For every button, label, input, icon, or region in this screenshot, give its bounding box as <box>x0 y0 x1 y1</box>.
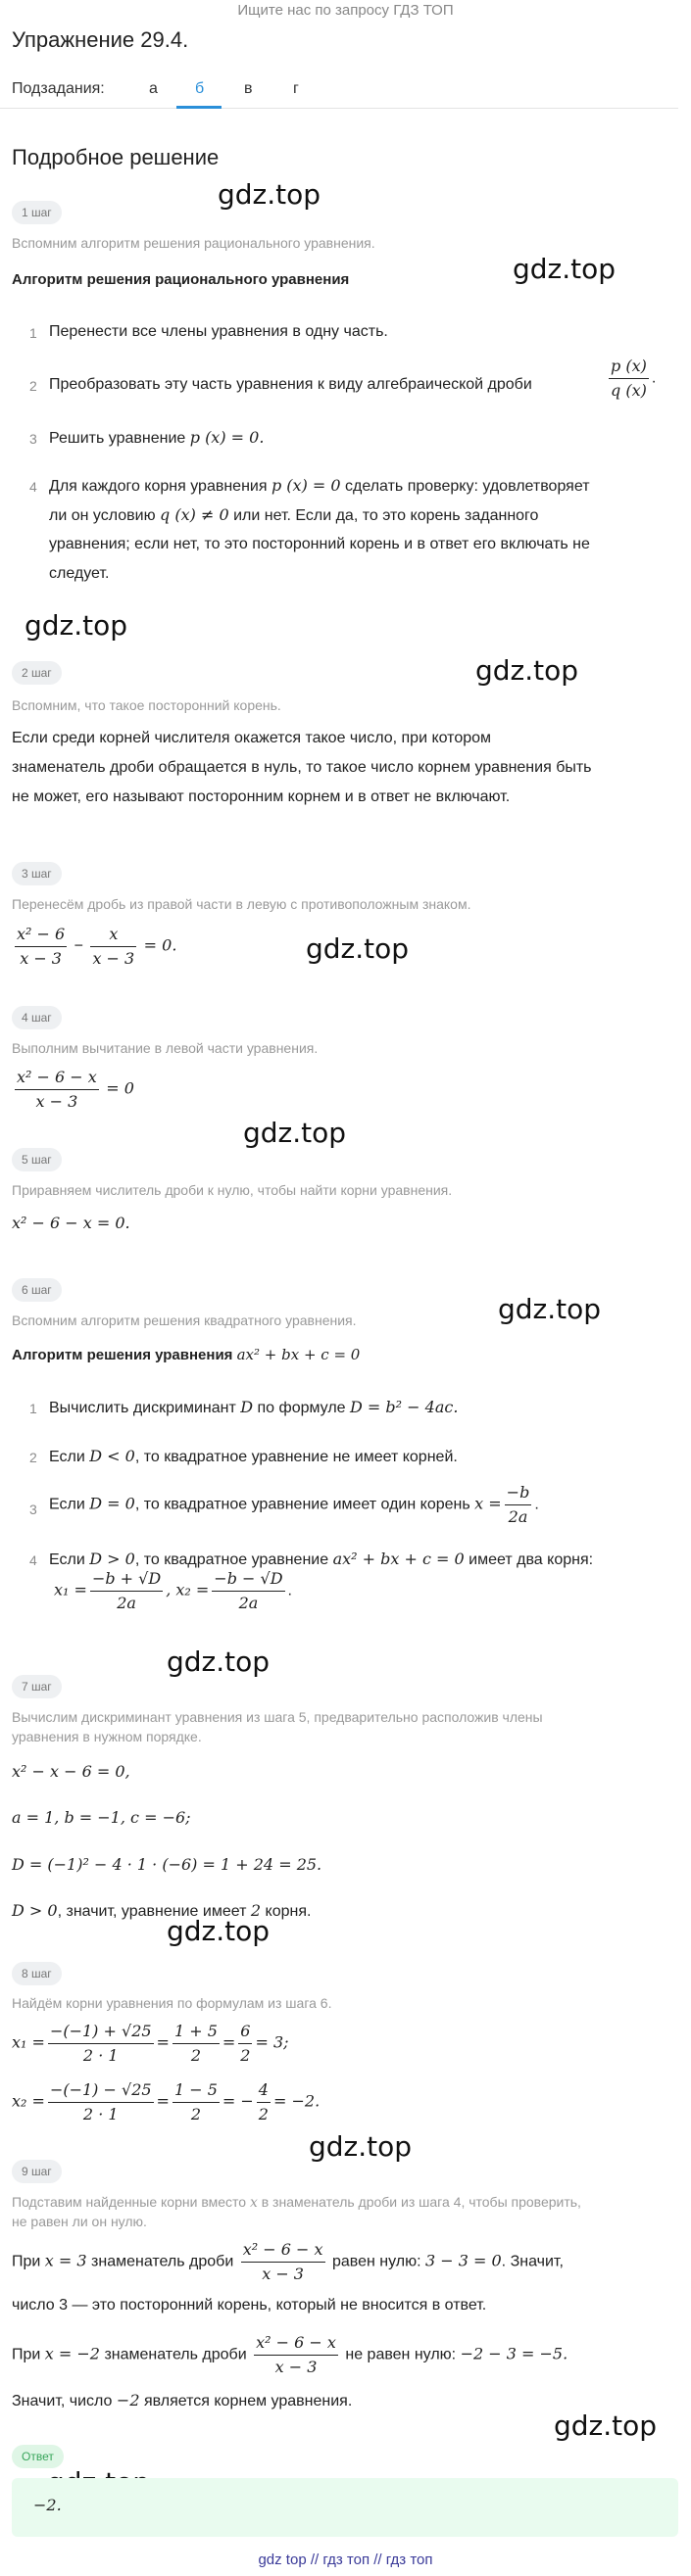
paragraph-line: знаменатель дроби обращается в нуль, то такое число корнем уравнения быть <box>12 759 592 776</box>
list-number: 3 <box>29 1502 37 1517</box>
formula: x₁ = $\frac{-b + √D}{2a}$ , x₂ = $\frac{-b - √D}{2a}$ . <box>54 1569 292 1612</box>
search-banner: Ищите нас по запросу ГДЗ ТОП <box>237 2 454 19</box>
watermark: gdz.top <box>498 1293 602 1325</box>
list-number: 3 <box>29 431 37 447</box>
answer-box <box>12 2478 678 2537</box>
step-badge: 3 шаг <box>12 862 62 885</box>
list-item: Перенести все члены уравнения в одну часть. <box>49 323 388 340</box>
step-badge: 2 шаг <box>12 661 62 685</box>
watermark: gdz.top <box>309 2130 413 2163</box>
equation: $\frac{\text{x² − 6 − x}}{x - 3}$ = 0 <box>17 1068 134 1111</box>
solution-heading: Подробное решение <box>12 145 220 169</box>
step-note: Перенесём дробь из правой части в левую с противоположным знаком. <box>12 896 471 912</box>
equation: x² − x − 6 = 0, <box>12 1762 130 1781</box>
list-item: Решить уравнение p (x) = 0. <box>49 428 265 447</box>
formula: x₁ = $\frac{-(-1) + √25}{2 \cdot 1}$ = $\frac{1 + 5}{2}$ = $\frac{6}{2}$ = 3; <box>12 2022 289 2065</box>
watermark: gdz.top <box>513 253 617 285</box>
answer-badge: Ответ <box>12 2445 64 2468</box>
step-badge: 6 шаг <box>12 1278 62 1302</box>
equation: a = 1, b = −1, c = −6; <box>12 1808 191 1827</box>
list-item: следует. <box>49 565 110 582</box>
watermark: gdz.top <box>167 1915 271 1947</box>
step-badge: 7 шаг <box>12 1675 62 1698</box>
check-line: число 3 — это посторонний корень, который не вносится в ответ. <box>12 2297 487 2314</box>
step-note: Вспомним, что такое посторонний корень. <box>12 697 281 713</box>
answer-value: −2. <box>33 2496 62 2514</box>
tab-g[interactable]: г <box>293 80 299 97</box>
list-item: ли он условию q (x) ≠ 0 или нет. Если да, то это корень заданного <box>49 505 539 524</box>
list-number: 1 <box>29 1401 37 1416</box>
list-item: Если D = 0, то квадратное уравнение имеет один корень x = $\frac{-b}{2a}$ . <box>49 1483 539 1526</box>
check-line: При x = −2 знаменатель дроби $\frac{\text{x² − 6 − x}}{x - 3}$ не равен нулю: −2 − 3 = −5. <box>12 2333 568 2376</box>
watermark: gdz.top <box>475 654 579 687</box>
footer-links[interactable]: gdz top // гдз топ // гдз топ <box>258 2552 433 2568</box>
algorithm-heading: Алгоритм решения рационального уравнения <box>12 271 350 288</box>
list-number: 2 <box>29 378 37 394</box>
active-tab-indicator <box>176 106 222 109</box>
equation: $\frac{\text{x² − 6}}{x - 3}$ − $\frac{x}{x - 3}$ = 0. <box>17 925 177 968</box>
tab-v[interactable]: в <box>244 80 253 97</box>
check-line: При x = 3 знаменатель дроби $\frac{\text{x² − 6 − x}}{x - 3}$ равен нулю: 3 − 3 = 0. Значит, <box>12 2240 564 2283</box>
step-note: не равен ли он нулю. <box>12 2214 147 2229</box>
conclusion: D > 0, значит, уравнение имеет 2 корня. <box>12 1901 312 1920</box>
step-badge: 9 шаг <box>12 2160 62 2183</box>
list-number: 4 <box>29 479 37 495</box>
equation: D = (−1)² − 4 · 1 · (−6) = 1 + 24 = 25. <box>12 1855 322 1874</box>
list-item: Вычислить дискриминант D по формуле D = b² − 4ac. <box>49 1398 459 1416</box>
list-number: 4 <box>29 1552 37 1568</box>
step-badge: 4 шаг <box>12 1006 62 1029</box>
paragraph-line: Если среди корней числителя окажется такое число, при котором <box>12 730 492 746</box>
list-item: уравнения; если нет, то это посторонний корень и в ответ его включать не <box>49 536 590 552</box>
watermark: gdz.top <box>554 2409 658 2442</box>
paragraph-line: не может, его называют посторонним корнем и в ответ не включают. <box>12 788 511 805</box>
step-note: уравнения в нужном порядке. <box>12 1729 202 1744</box>
tab-a[interactable]: а <box>149 80 158 97</box>
step-note: Вспомним алгоритм решения рационального уравнения. <box>12 235 375 251</box>
watermark: gdz.top <box>306 932 410 965</box>
subtasks-label: Подзадания: <box>12 80 105 97</box>
watermark: gdz.top <box>243 1117 347 1149</box>
step-note: Выполним вычитание в левой части уравнения. <box>12 1040 319 1056</box>
tabs-divider <box>0 108 678 109</box>
watermark: gdz.top <box>25 609 128 642</box>
list-item: Преобразовать эту часть уравнения к виду алгебраической дроби <box>49 376 532 393</box>
formula: x₂ = $\frac{-(-1) - √25}{2 \cdot 1}$ = $\frac{1 - 5}{2}$ = − $\frac{4}{2}$ = −2. <box>12 2080 321 2123</box>
page-title: Упражнение 29.4. <box>12 27 189 52</box>
watermark: gdz.top <box>218 178 321 211</box>
step-note: Приравняем числитель дроби к нулю, чтобы найти корни уравнения. <box>12 1182 453 1198</box>
list-number: 2 <box>29 1450 37 1465</box>
formula: $\frac{p (x)}{q (x)}$ . <box>611 357 657 400</box>
tab-b[interactable]: б <box>195 80 205 97</box>
step-badge: 1 шаг <box>12 201 62 224</box>
list-item: Для каждого корня уравнения p (x) = 0 сделать проверку: удовлетворяет <box>49 476 590 495</box>
step-note: Вычислим дискриминант уравнения из шага 5, предварительно расположив члены <box>12 1709 543 1725</box>
check-line: Значит, число −2 является корнем уравнения. <box>12 2391 353 2409</box>
list-number: 1 <box>29 325 37 341</box>
list-item: Если D > 0, то квадратное уравнение ax² + bx + c = 0 имеет два корня: <box>49 1550 594 1568</box>
step-badge: 8 шаг <box>12 1962 62 1985</box>
watermark: gdz.top <box>167 1646 271 1678</box>
equation: x² − 6 − x = 0. <box>12 1214 130 1232</box>
step-note: Вспомним алгоритм решения квадратного уравнения. <box>12 1312 357 1328</box>
list-item: Если D < 0, то квадратное уравнение не имеет корней. <box>49 1447 458 1465</box>
algorithm-heading: Алгоритм решения уравнения ax² + bx + c = 0 <box>12 1346 361 1363</box>
step-note: Найдём корни уравнения по формулам из шага 6. <box>12 1995 332 2011</box>
step-note: Подставим найденные корни вместо x в знаменатель дроби из шага 4, чтобы проверить, <box>12 2194 581 2211</box>
step-badge: 5 шаг <box>12 1148 62 1171</box>
